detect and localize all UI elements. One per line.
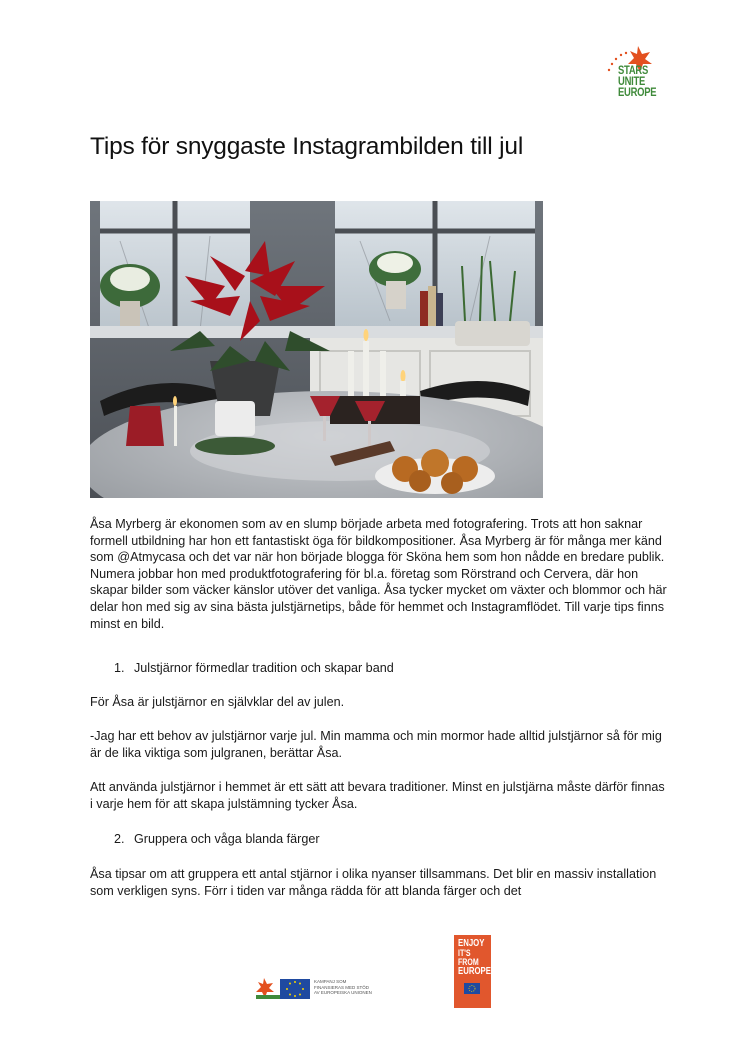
enjoy-its-from-europe-logo: ENJOY IT'S FROM EUROPE xyxy=(454,935,491,1008)
paragraph: Åsa tipsar om att gruppera ett antal stjärnor i olika nyanser tillsammans. Det blir en massiv installation som verkligen syns. Förr i tiden var många rädda för att blanda färger och det xyxy=(90,867,657,898)
quote-paragraph: -Jag har ett behov av julstjärnor varje jul. Min mamma och min mormor hade alltid julstjärnor så för mig är de lika viktiga som julgranen, berättar Åsa. xyxy=(90,729,662,760)
page-title: Tips för snyggaste Instagrambilden till jul xyxy=(90,133,524,160)
eu-funding-caption: KAMPANJ SOM FINANSIERAS MED STÖD AV EUROPEISKA UNIONEN xyxy=(314,979,372,995)
logo-wordmark: STARS UNITE EUROPE xyxy=(618,65,657,99)
list-item: 1. Julstjärnor förmedlar tradition och skapar band xyxy=(114,661,394,675)
eu-flag-icon xyxy=(464,983,480,994)
stars-unite-mini-logo xyxy=(256,978,280,999)
intro-paragraph: Åsa Myrberg är ekonomen som av en slump började arbeta med fotografering. Trots att hon saknar formell utbildning har hon ett fantastiskt öga för bildkompositioner. Åsa Myrberg är för många mer känd som @Atmycasa och det var när hon började blogga för Sköna hem som hon nådde en bredare publik. Numera jobbar hon med produktfotografering för bl.a. företag som Rörstrand och Cervera, där hon skapar bilder som väcker känslor utöver det vanliga. Åsa tycker mycket om växter och blommor och här delar hon med sig av sina bästa julstjärnetips, både för hemmet och Instagramflödet. Till varje tips finns minst en bild. xyxy=(90,517,667,631)
stars-unite-europe-logo xyxy=(604,44,656,114)
paragraph: För Åsa är julstjärnor en självklar del av julen. xyxy=(90,695,345,709)
eu-flag-icon xyxy=(280,979,310,999)
paragraph: Att använda julstjärnor i hemmet är ett sätt att bevara traditioner. Minst en julstjärna måste därför finnas i varje hem för att skapa julstämning tycker Åsa. xyxy=(90,780,665,811)
footer-logos xyxy=(254,976,394,1004)
list-item: 2. Gruppera och våga blanda färger xyxy=(114,832,320,846)
christmas-table-photo xyxy=(90,201,543,498)
